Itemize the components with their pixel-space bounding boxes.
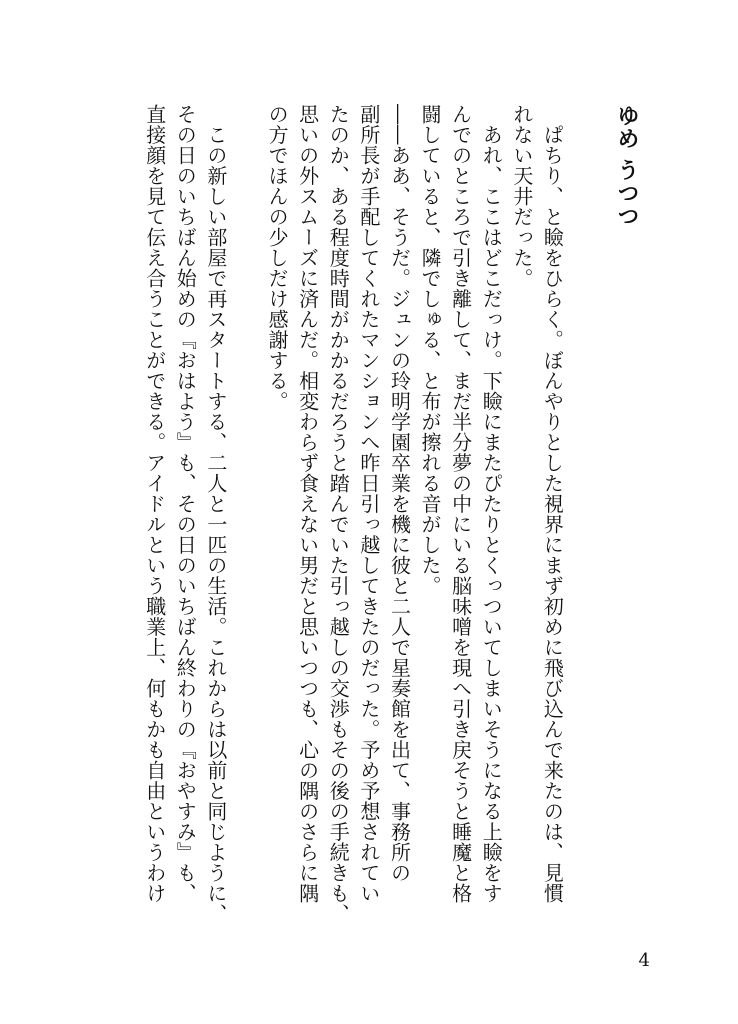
page-number: 4 [638, 950, 650, 971]
chapter-title: ゆめ うつつ [614, 104, 640, 228]
text-column: 直接顔を見て伝え合うことができる。アイドルという職業上、何もかも自由というわけ [142, 104, 167, 904]
text-column: れない天井だった。 [509, 104, 534, 289]
text-column: ――ああ、そうだ。ジュンの玲明学園卒業を機に彼と二人で星奏館を出て、事務所の [387, 104, 412, 883]
text-column: の方でほんの少しだけ感謝する。 [265, 104, 290, 412]
text-column: この新しい部屋で再スタートする、二人と一匹の生活。これからは以前と同じように、 [203, 104, 228, 924]
text-column: ぱちり、と瞼をひらく。ぼんやりとした視界にまず初めに飛び込んで来たのは、見慣 [540, 104, 565, 904]
text-column: たのか、ある程度時間がかかるだろうと踏んでいた引っ越しの交渉もその後の手続きも、 [326, 104, 351, 924]
vertical-text-body [139, 104, 642, 944]
blank-column [231, 104, 262, 944]
text-column: その日のいちばん始めの『おはよう』も、その日のいちばん終わりの『おやすみ』も、 [173, 104, 198, 904]
text-column: 思いの外スムーズに済んだ。相変わらず食えない男だと思いつつも、心の隅のさらに隅 [295, 104, 320, 904]
text-column: んでのところで引き離して、まだ半分夢の中にいる脳味噌を現へ引き戻そうと睡魔と格 [448, 104, 473, 904]
text-column: あれ、ここはどこだっけ。下瞼にまたぴたりとくっついてしまいそうになる上瞼をす [479, 104, 504, 904]
text-column: 闘していると、隣でしゅる、と布が擦れる音がした。 [418, 104, 443, 596]
text-column: 副所長が手配してくれたマンションへ昨日引っ越してきたのだった。予め予想されてい [356, 104, 381, 904]
